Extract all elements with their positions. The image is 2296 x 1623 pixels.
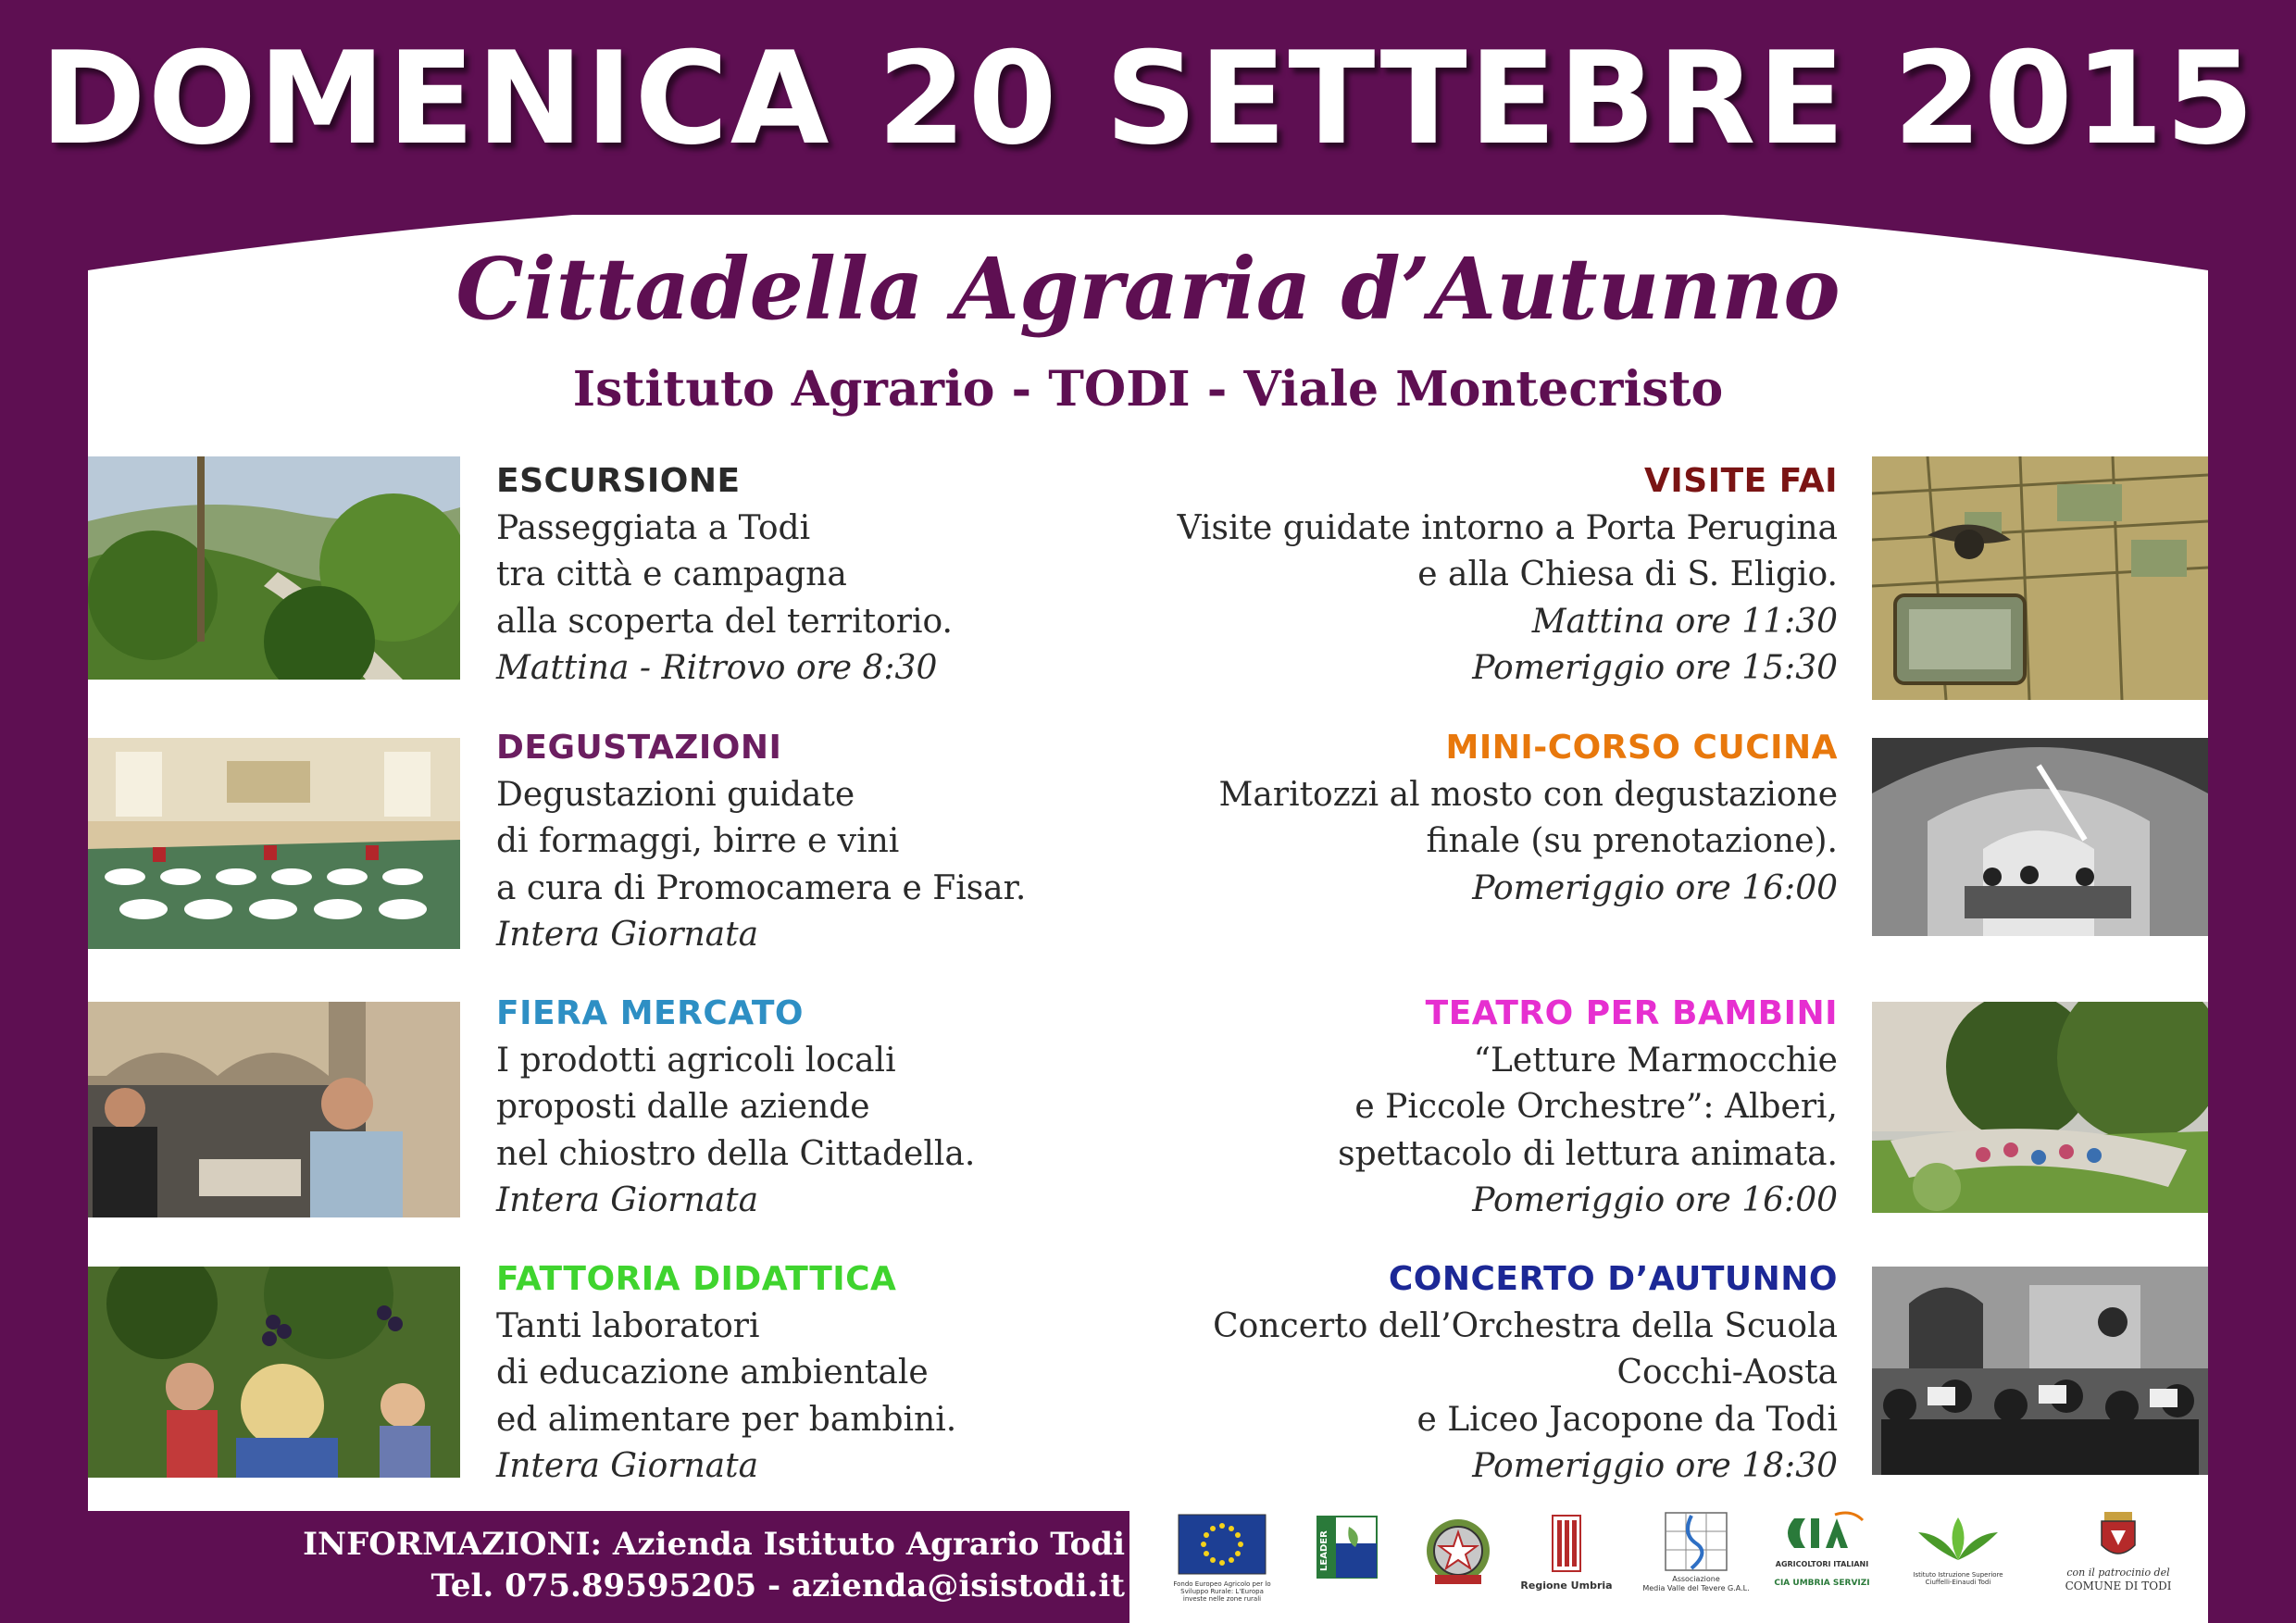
event-line: Maritozzi al mosto con degustazione bbox=[1218, 775, 1838, 814]
event-line: Degustazioni guidate bbox=[496, 775, 855, 814]
event-time: Pomeriggio ore 16:00 bbox=[1472, 868, 1838, 907]
event-time: Intera Giornata bbox=[496, 1181, 759, 1219]
comune-caption-1: con il patrocinio del bbox=[2066, 1567, 2170, 1579]
gal-caption-1: Associazione bbox=[1672, 1575, 1720, 1583]
event-teatro-per-bambini bbox=[912, 991, 1838, 1225]
event-time: Intera Giornata bbox=[496, 1447, 759, 1485]
event-line: spettacolo di lettura animata. bbox=[1338, 1134, 1838, 1173]
event-line: Cocchi-Aosta bbox=[1616, 1354, 1838, 1392]
fiera-photo bbox=[88, 1002, 460, 1217]
event-line: a cura di Promocamera e Fisar. bbox=[496, 868, 1027, 907]
event-title-degustazioni: DEGUSTAZIONI bbox=[496, 729, 782, 767]
event-time: Pomeriggio ore 18:30 bbox=[1472, 1447, 1838, 1485]
event-line: e Liceo Jacopone da Todi bbox=[1416, 1400, 1838, 1439]
event-title-escursione: ESCURSIONE bbox=[496, 462, 741, 500]
event-visite-fai bbox=[912, 458, 1838, 693]
cia-line-2: CIA UMBRIA SERVIZI bbox=[1774, 1579, 1870, 1588]
gal-media-valle-logo bbox=[1642, 1506, 1750, 1617]
date-headline: DOMENICA 20 SETTEBRE 2015 bbox=[40, 24, 2256, 173]
info-line-phone-email: Tel. 075.89595205 - azienda@isistodi.it bbox=[430, 1567, 1125, 1604]
event-time: Pomeriggio ore 16:00 bbox=[1472, 1181, 1838, 1219]
eu-flag-logo bbox=[1173, 1506, 1271, 1617]
visite-fai-map bbox=[1872, 456, 2208, 700]
eu-caption: Fondo Europeo Agricolo per lo Sviluppo Rurale: L'Europa investe nelle zone rurali bbox=[1173, 1580, 1271, 1603]
event-line: Concerto dell’Orchestra della Scuola bbox=[1213, 1306, 1838, 1345]
event-venue: Istituto Agrario - TODI - Viale Montecristo bbox=[572, 361, 1724, 418]
event-line: tra città e campagna bbox=[496, 556, 847, 593]
event-title-mini-corso: MINI-CORSO CUCINA bbox=[1445, 729, 1838, 767]
event-line: “Letture Marmocchie bbox=[1473, 1041, 1838, 1080]
event-line: alla scoperta del territorio. bbox=[496, 602, 953, 641]
event-line: di educazione ambientale bbox=[496, 1354, 929, 1392]
event-title-visite-fai: VISITE FAI bbox=[1644, 462, 1838, 500]
cia-line-1: AGRICOLTORI ITALIANI bbox=[1775, 1560, 1869, 1568]
comune-caption-2: COMUNE DI TODI bbox=[2065, 1579, 2172, 1592]
event-title: Cittadella Agraria d’Autunno bbox=[455, 239, 1841, 339]
event-title-teatro: TEATRO PER BAMBINI bbox=[1425, 994, 1838, 1032]
concerto-photo bbox=[1872, 1267, 2208, 1475]
event-title-fiera: FIERA MERCATO bbox=[496, 994, 804, 1032]
event-time: Pomeriggio ore 15:30 bbox=[1472, 649, 1838, 687]
escursione-photo bbox=[88, 456, 460, 680]
event-line: e Piccole Orchestre”: Alberi, bbox=[1354, 1088, 1838, 1126]
iis-caption: Istituto Istruzione Superiore Ciuffelli-Einaudi Todi bbox=[1913, 1571, 2003, 1586]
event-line: Passeggiata a Todi bbox=[496, 508, 811, 547]
event-line: I prodotti agricoli locali bbox=[496, 1041, 896, 1080]
cia-logo bbox=[1774, 1506, 1870, 1617]
event-concerto-dautunno bbox=[912, 1256, 1838, 1491]
event-title-concerto: CONCERTO D’AUTUNNO bbox=[1388, 1260, 1838, 1298]
event-line: finale (su prenotazione). bbox=[1426, 822, 1838, 860]
event-time: Intera Giornata bbox=[496, 916, 759, 954]
mini-corso-photo bbox=[1872, 738, 2208, 936]
event-line: proposti dalle aziende bbox=[496, 1088, 870, 1126]
event-line: Tanti laboratori bbox=[496, 1306, 760, 1345]
info-line-contacts-title: INFORMAZIONI: Azienda Istituto Agrario Todi bbox=[303, 1526, 1125, 1563]
leader-logo bbox=[1316, 1506, 1378, 1617]
event-mini-corso-cucina bbox=[912, 725, 1838, 912]
comune-di-todi-crest bbox=[2060, 1506, 2177, 1617]
iis-ciuffelli-logo bbox=[1909, 1506, 2007, 1617]
event-line: nel chiostro della Cittadella. bbox=[496, 1134, 976, 1173]
regione-umbria-logo bbox=[1520, 1506, 1613, 1617]
event-time: Mattina - Ritrovo ore 8:30 bbox=[496, 649, 938, 687]
teatro-photo bbox=[1872, 1002, 2208, 1213]
leader-label: LEADER bbox=[1319, 1530, 1329, 1571]
event-line: di formaggi, birre e vini bbox=[496, 822, 900, 860]
event-line: ed alimentare per bambini. bbox=[496, 1400, 957, 1439]
event-line: Visite guidate intorno a Porta Perugina bbox=[1177, 508, 1838, 547]
event-title-fattoria: FATTORIA DIDATTICA bbox=[496, 1260, 897, 1298]
degustazioni-photo bbox=[88, 738, 460, 949]
event-line: e alla Chiesa di S. Eligio. bbox=[1417, 556, 1838, 593]
regione-umbria-label: Regione Umbria bbox=[1520, 1579, 1613, 1592]
event-time: Mattina ore 11:30 bbox=[1531, 602, 1838, 641]
fattoria-photo bbox=[88, 1267, 460, 1478]
italian-republic-emblem bbox=[1421, 1506, 1495, 1617]
gal-caption-2: Media Valle del Tevere G.A.L. bbox=[1642, 1584, 1750, 1592]
